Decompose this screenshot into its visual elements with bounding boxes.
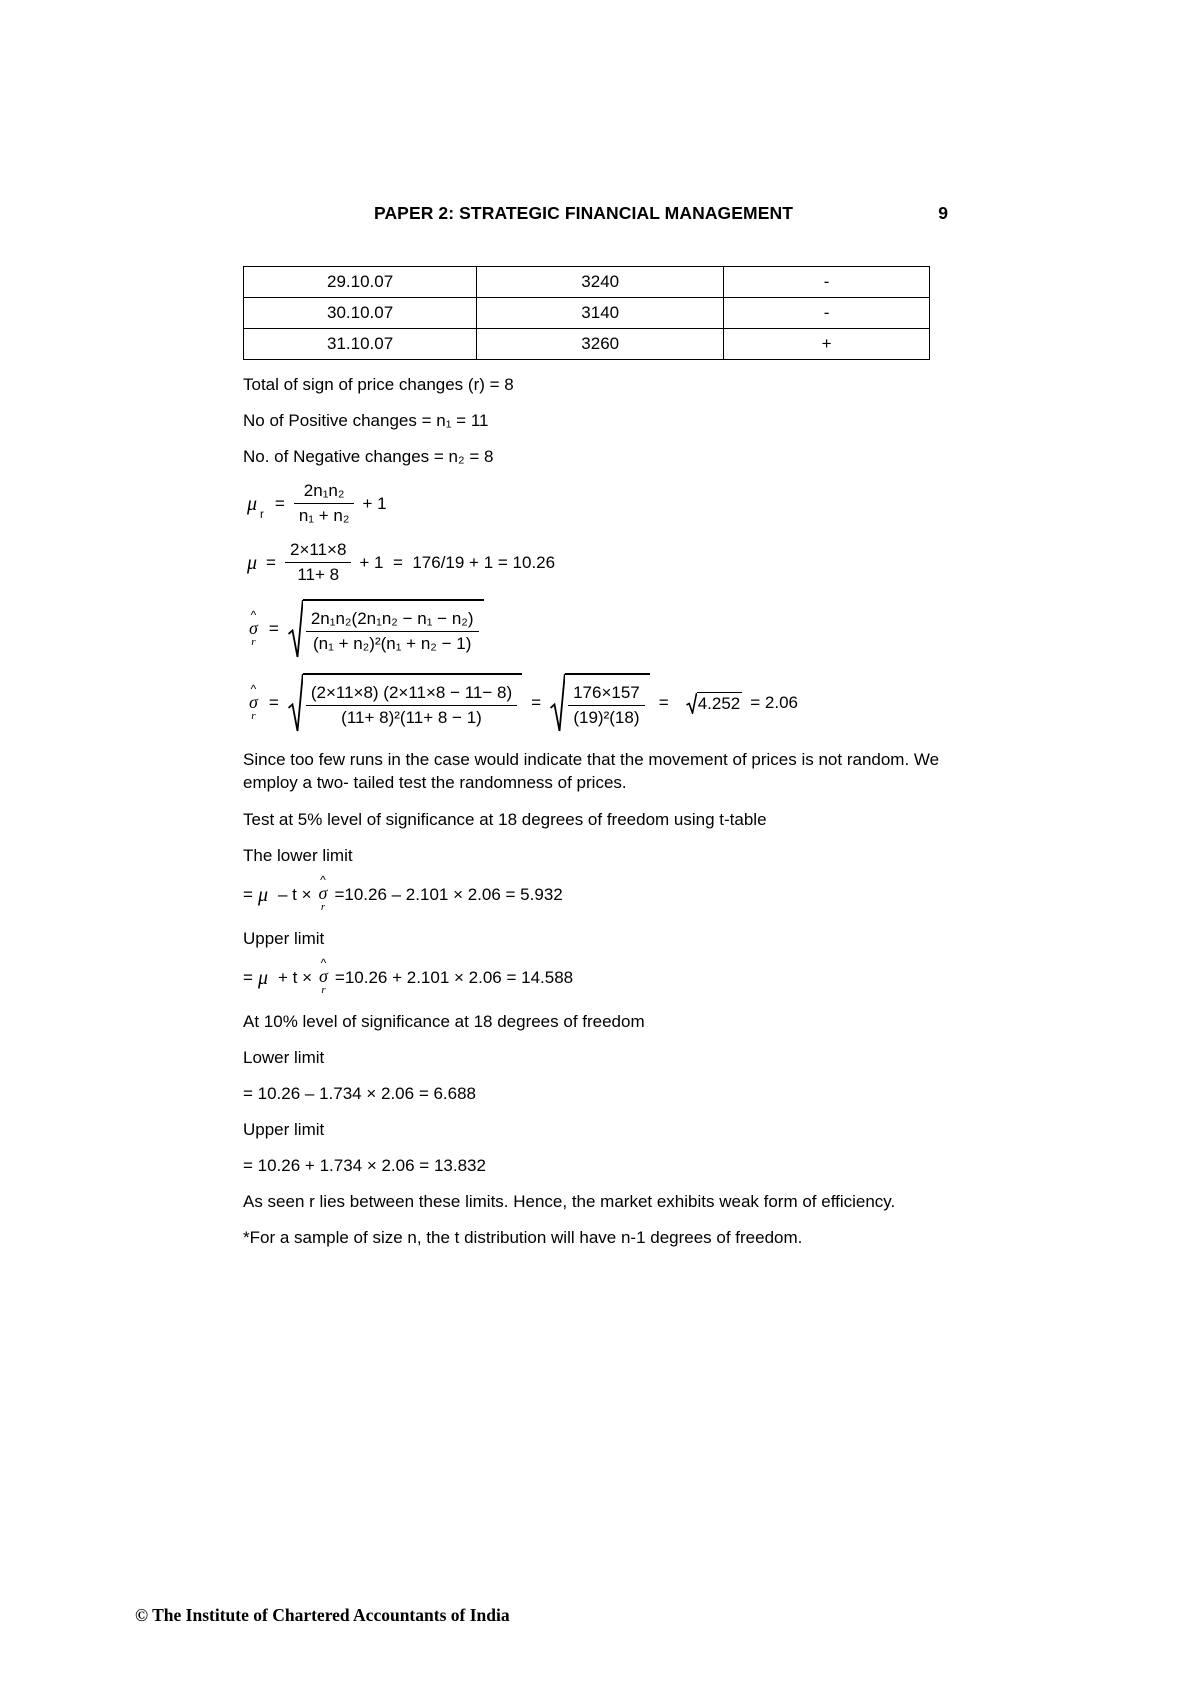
equals-sign: = xyxy=(266,552,276,572)
fraction-numerator: 2n₁n₂ xyxy=(303,481,345,500)
formula-tail: =10.26 + 2.101 × 2.06 = 14.588 xyxy=(334,967,574,987)
formula-mu-definition xyxy=(247,481,949,526)
lower-calc-10pct: = 10.26 – 1.734 × 2.06 = 6.688 xyxy=(243,1084,477,1103)
table-row xyxy=(244,329,930,360)
formula-mu-calculation xyxy=(247,540,949,585)
sigma-subscript: r xyxy=(320,901,326,913)
fraction-denominator: (11+ 8)²(11+ 8 − 1) xyxy=(306,705,517,728)
fraction-numerator: (2×11×8) (2×11×8 − 11− 8) xyxy=(310,683,513,702)
fraction xyxy=(568,682,645,728)
formula-sigma-calculation xyxy=(247,673,949,733)
test-5pct-line: Test at 5% level of significance at 18 degrees of freedom using t-table xyxy=(243,810,767,829)
page-header xyxy=(243,203,948,224)
fraction xyxy=(285,540,351,585)
sigma-hat-r-symbol xyxy=(319,956,328,996)
fraction-denominator: (19)²(18) xyxy=(568,705,645,728)
document-body xyxy=(243,266,949,1248)
lower-limit-heading-2: Lower limit xyxy=(243,1048,325,1067)
copyright-footer: © The Institute of Chartered Accountants of India xyxy=(135,1605,510,1625)
radicand xyxy=(303,599,484,659)
sigma-subscript: r xyxy=(251,709,256,722)
sigma-symbol: σ xyxy=(318,883,328,903)
conclusion-line: As seen r lies between these limits. Hence, the market exhibits weak form of efficiency. xyxy=(243,1192,896,1211)
total-sign-changes-line: Total of sign of price changes (r) = 8 xyxy=(243,375,514,394)
formula-upper-limit-5pct xyxy=(243,956,949,996)
radical-sign-icon xyxy=(288,673,303,733)
positive-changes-line: No of Positive changes = n₁ = 11 xyxy=(243,411,489,430)
page-title: PAPER 2: STRATEGIC FINANCIAL MANAGEMENT xyxy=(373,203,794,223)
lower-limit-heading: The lower limit xyxy=(243,846,353,865)
fraction-numerator: 176×157 xyxy=(573,683,640,702)
sigma-subscript: r xyxy=(321,984,326,996)
hat-accent: ^ xyxy=(320,873,326,887)
radicand: 4.252 xyxy=(697,694,741,713)
fraction-denominator: (n₁ + n₂)²(n₁ + n₂ − 1) xyxy=(306,631,479,654)
formula-lower-limit-5pct xyxy=(243,873,949,913)
page-number: 9 xyxy=(938,203,948,223)
table-cell-date: 29.10.07 xyxy=(244,267,477,298)
formula-tail: + 1 xyxy=(362,493,387,513)
mu-symbol: μ xyxy=(257,883,268,906)
fraction xyxy=(306,682,517,728)
fraction-denominator: 11+ 8 xyxy=(285,562,351,585)
sigma-symbol: σ xyxy=(319,966,328,986)
square-root xyxy=(550,673,650,733)
price-changes-table xyxy=(243,266,930,360)
hat-accent: ^ xyxy=(250,681,257,696)
mu-symbol: μ xyxy=(247,551,258,574)
upper-limit-heading: Upper limit xyxy=(243,929,325,948)
table-cell-price: 3260 xyxy=(477,329,724,360)
sigma-symbol: σ xyxy=(249,691,258,712)
equals-sign: = xyxy=(658,693,669,712)
equals-sign: = xyxy=(531,693,542,712)
radical-sign-icon xyxy=(288,599,303,659)
equals-sign: = xyxy=(274,493,285,513)
radicand xyxy=(565,673,650,733)
radical-sign-icon xyxy=(686,692,697,714)
table-row xyxy=(244,298,930,329)
equals-sign: = xyxy=(243,884,253,904)
radical-sign-icon xyxy=(550,673,565,733)
square-root xyxy=(288,673,522,733)
mu-symbol: μ xyxy=(257,966,268,989)
mu-subscript: r xyxy=(260,509,264,521)
table-cell-price: 3140 xyxy=(477,298,724,329)
sigma-symbol: σ xyxy=(249,617,258,638)
table-cell-date: 31.10.07 xyxy=(244,329,477,360)
equals-sign: = xyxy=(268,693,279,712)
at-10pct-line: At 10% level of significance at 18 degrees of freedom xyxy=(243,1012,645,1031)
sigma-hat-r-symbol xyxy=(249,607,258,648)
formula-tail: + 1 = 176/19 + 1 = 10.26 xyxy=(359,552,556,572)
table-row xyxy=(244,267,930,298)
equals-sign: = xyxy=(268,619,279,638)
fraction-numerator: 2n₁n₂(2n₁n₂ − n₁ − n₂) xyxy=(310,609,474,628)
fraction xyxy=(306,608,479,654)
formula-sigma-definition xyxy=(247,599,949,659)
mu-symbol: μ xyxy=(247,492,258,515)
sigma-hat-r-symbol xyxy=(318,873,328,913)
radicand xyxy=(303,673,522,733)
operator: + t × xyxy=(277,967,313,987)
square-root xyxy=(288,599,484,659)
upper-calc-10pct: = 10.26 + 1.734 × 2.06 = 13.832 xyxy=(243,1156,486,1175)
formula-result: = 2.06 xyxy=(750,693,798,712)
formula-tail: =10.26 – 2.101 × 2.06 = 5.932 xyxy=(334,884,563,904)
square-root-small xyxy=(686,692,743,714)
operator: – t × xyxy=(277,884,312,904)
table-cell-sign: - xyxy=(724,267,930,298)
sigma-subscript: r xyxy=(251,635,256,648)
equals-sign: = xyxy=(243,967,253,987)
sigma-hat-r-symbol xyxy=(249,681,258,722)
table-cell-sign: + xyxy=(724,329,930,360)
fraction xyxy=(294,481,355,526)
upper-limit-heading-2: Upper limit xyxy=(243,1120,325,1139)
negative-changes-line: No. of Negative changes = n₂ = 8 xyxy=(243,447,494,466)
since-paragraph: Since too few runs in the case would indicate that the movement of prices is not random. We employ a two- tailed test the randomness of prices. xyxy=(243,750,940,792)
hat-accent: ^ xyxy=(250,607,257,622)
fraction-numerator: 2×11×8 xyxy=(289,540,347,559)
hat-accent: ^ xyxy=(320,956,327,970)
fraction-denominator: n₁ + n₂ xyxy=(294,503,355,526)
table-cell-price: 3240 xyxy=(477,267,724,298)
table-cell-date: 30.10.07 xyxy=(244,298,477,329)
footnote-line: *For a sample of size n, the t distribution will have n-1 degrees of freedom. xyxy=(243,1228,803,1247)
table-cell-sign: - xyxy=(724,298,930,329)
